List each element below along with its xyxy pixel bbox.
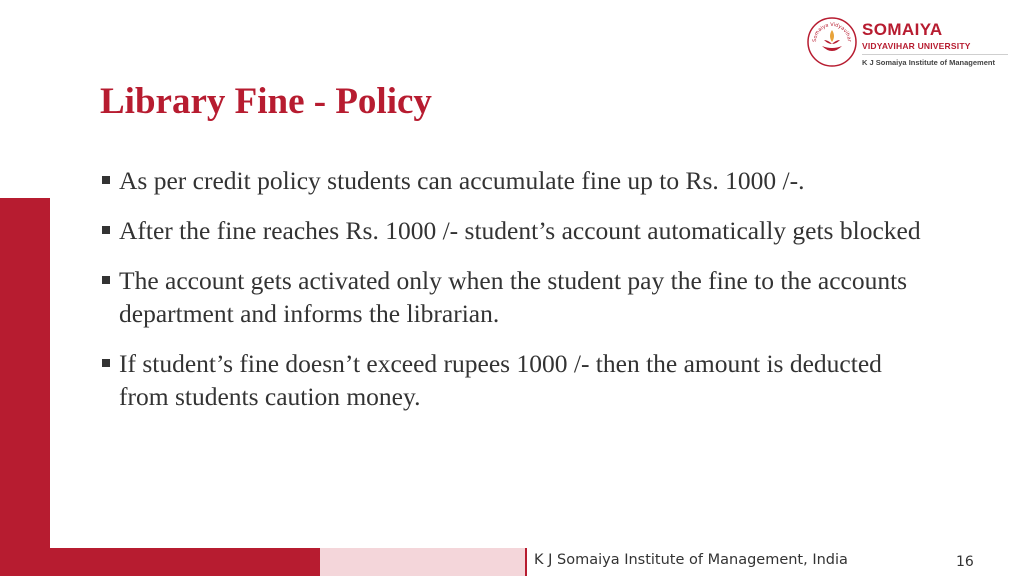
footer-text: K J Somaiya Institute of Management, India (534, 552, 848, 568)
bullet-item (100, 347, 930, 413)
page-number: 16 (956, 554, 974, 570)
bullet-item (100, 264, 930, 330)
brand-institute: K J Somaiya Institute of Management (862, 58, 995, 67)
bullet-text: If student’s fine doesn’t exceed rupees 1000 /- then the amount is deducted from students caution money. (119, 349, 882, 411)
footer (50, 548, 1024, 576)
brand-name: SOMAIYA (862, 20, 943, 39)
bullet-item (100, 214, 930, 247)
bullet-list (100, 164, 930, 430)
bullet-item (100, 164, 930, 197)
square-bullet-icon (102, 176, 110, 184)
brand-divider (862, 54, 1008, 55)
bullet-text: The account gets activated only when the student pay the fine to the accounts department and informs the librarian. (119, 266, 908, 328)
left-accent-bar (0, 198, 50, 576)
university-seal-icon (806, 16, 858, 68)
square-bullet-icon (102, 359, 110, 367)
somaiya-logo (806, 16, 1011, 72)
square-bullet-icon (102, 276, 110, 284)
footer-red-segment (50, 548, 320, 576)
slide-title: Library Fine - Policy (100, 81, 432, 122)
bullet-text: As per credit policy students can accumulate fine up to Rs. 1000 /-. (119, 166, 805, 195)
bullet-text: After the fine reaches Rs. 1000 /- student’s account automatically gets blocked (119, 216, 921, 245)
square-bullet-icon (102, 226, 110, 234)
seal-text: Somaiya Vidyavihar (811, 21, 853, 43)
footer-pink-segment (320, 548, 525, 576)
footer-divider (525, 548, 527, 576)
brand-subtitle: VIDYAVIHAR UNIVERSITY (862, 41, 971, 51)
